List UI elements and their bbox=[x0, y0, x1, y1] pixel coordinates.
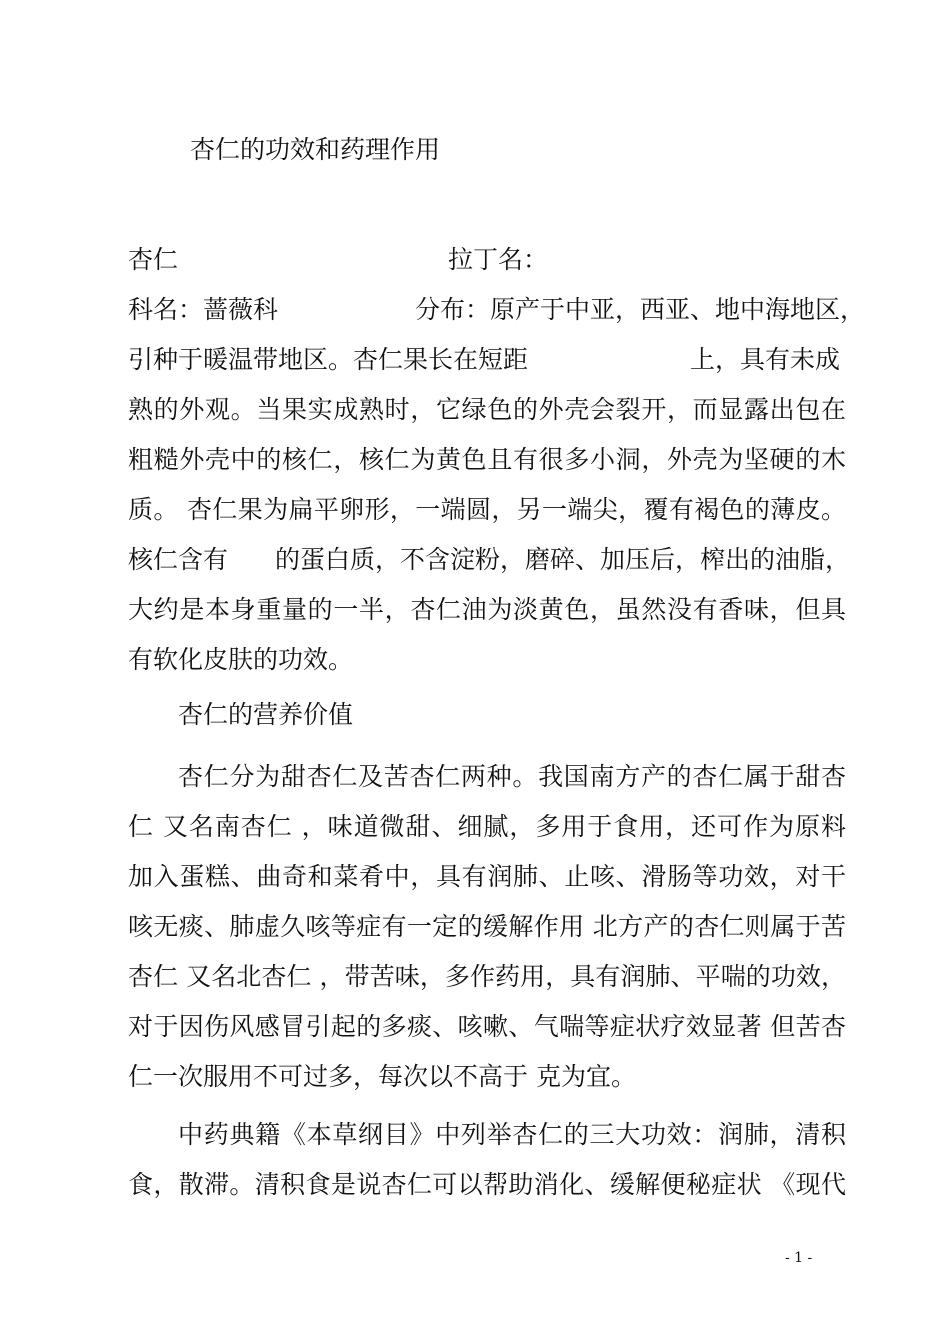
paragraph1-line2: 熟的外观。当果实成熟时，它绿色的外壳会裂开，而显露出包在 bbox=[128, 395, 846, 424]
page-title: 杏仁的功效和药理作用 bbox=[190, 135, 441, 164]
paragraph1-line6: 大约是本身重量的一半，杏仁油为淡黄色，虽然没有香味，但具 bbox=[128, 595, 846, 624]
paragraph1-line4: 质。 杏仁果为扁平卵形，一端圆，另一端尖，覆有褐色的薄皮。 bbox=[128, 495, 846, 524]
paragraph2-line1: 杏仁分为甜杏仁及苦杏仁两种。我国南方产的杏仁属于甜杏 bbox=[178, 762, 846, 791]
paragraph1-line5-b: 的蛋白质，不含淀粉，磨碎、加压后，榨出的油脂， bbox=[275, 545, 851, 574]
paragraph2-line7: 仁一次服用不可过多，每次以不高于 克为宜。 bbox=[128, 1062, 636, 1091]
paragraph2-line5: 杏仁 又名北杏仁 ，带苦味，多作药用，具有润肺、平喘的功效， bbox=[128, 962, 846, 991]
paragraph2-line2: 仁 又名南杏仁 ，味道微甜、细腻，多用于食用，还可作为原料 bbox=[128, 812, 846, 841]
latin-name-label: 拉丁名： bbox=[448, 245, 549, 274]
paragraph2-line6: 对于因伤风感冒引起的多痰、咳嗽、气喘等症状疗效显著 但苦杏 bbox=[128, 1012, 846, 1041]
paragraph3-line1: 中药典籍《本草纲目》中列举杏仁的三大功效：润肺，清积 bbox=[178, 1120, 846, 1149]
paragraph1-line1-a: 引种于暖温带地区。杏仁果长在短距 bbox=[128, 345, 529, 374]
page-number: - 1 - bbox=[785, 1250, 813, 1266]
family-text: 科名：蔷薇科 bbox=[128, 295, 279, 324]
paragraph1-line7: 有软化皮肤的功效。 bbox=[128, 645, 354, 674]
paragraph1-line1 bbox=[128, 340, 846, 380]
herb-name: 杏仁 bbox=[128, 245, 179, 274]
paragraph2-line3: 加入蛋糕、曲奇和菜肴中，具有润肺、止咳、滑肠等功效，对干 bbox=[128, 862, 846, 891]
paragraph1-line3: 粗糙外壳中的核仁，核仁为黄色且有很多小洞，外壳为坚硬的木 bbox=[128, 445, 846, 474]
paragraph1-line5-a: 核仁含有 bbox=[128, 545, 229, 574]
paragraph1-line5 bbox=[128, 540, 851, 580]
info-line bbox=[128, 290, 866, 330]
distribution-text: 分布：原产于中亚，西亚、地中海地区， bbox=[415, 295, 866, 324]
section-heading: 杏仁的营养价值 bbox=[178, 700, 354, 729]
paragraph2-line4: 咳无痰、肺虚久咳等症有一定的缓解作用 北方产的杏仁则属于苦 bbox=[128, 912, 846, 941]
paragraph3-line2: 食，散滞。清积食是说杏仁可以帮助消化、缓解便秘症状 《现代 bbox=[128, 1170, 846, 1199]
paragraph1-line1-b: 上，具有未成 bbox=[690, 345, 841, 374]
header-line bbox=[128, 240, 846, 280]
